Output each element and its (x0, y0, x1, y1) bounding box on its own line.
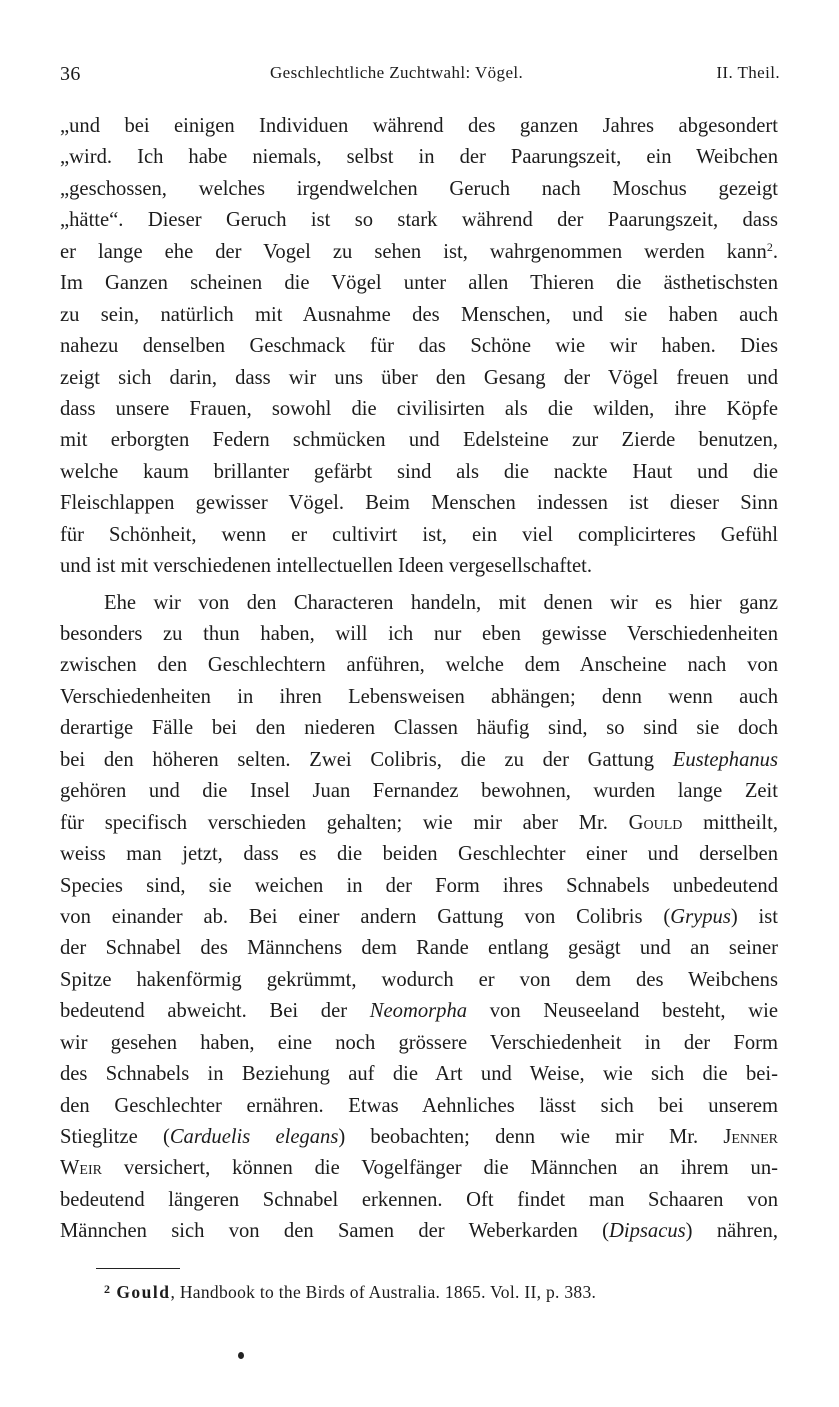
line-end-period: . (772, 240, 778, 263)
footnote-rule (96, 1268, 180, 1269)
person-name: Gould (628, 811, 683, 834)
text-line: besonders zu thun haben, will ich nur eben gewisse Verschiedenheiten (60, 623, 778, 645)
text-line: „wird. Ich habe niemals, selbst in der Paarungszeit, ein Weibchen (60, 146, 778, 169)
text-line: weiss man jetzt, dass es die beiden Geschlechter einer und derselben (60, 843, 778, 866)
text-line: und ist mit verschiedenen intellectuellen Ideen vergesellschaftet. (60, 555, 592, 578)
body-text (60, 111, 778, 1248)
part-label: II. Theil. (716, 63, 780, 82)
line-text: ) beobachten; denn wie mir Mr. (338, 1126, 699, 1148)
person-name: Weir (60, 1157, 102, 1180)
text-line (60, 1153, 778, 1184)
text-line: gehören und die Insel Juan Fernandez bewohnen, wurden lange Zeit (60, 780, 778, 803)
text-line: „und bei einigen Individuen während des ganzen Jahres abgesondert (60, 115, 778, 137)
text-line: wir gesehen haben, eine noch grössere Verschiedenheit in der Form (60, 1031, 778, 1054)
text-line: Verschiedenheiten in ihren Lebensweisen abhängen; denn wenn auch (60, 685, 778, 708)
text-line: zwischen den Geschlechtern anführen, welche dem Anscheine nach von (60, 654, 778, 677)
text-line: Spitze hakenförmig gekrümmt, wodurch er von dem des Weibchens (60, 968, 778, 991)
text-line (60, 237, 778, 268)
text-line: Fleischlappen gewisser Vögel. Beim Menschen indessen ist dieser Sinn (60, 492, 778, 515)
line-text: ) ist (730, 905, 778, 928)
text-line (60, 808, 778, 839)
text-line: Im Ganzen scheinen die Vögel unter allen Thieren die ästhetischsten (60, 272, 778, 295)
text-line (60, 996, 778, 1027)
line-text: versichert, können die Vogelfänger die Männchen an ihrem un- (123, 1157, 778, 1180)
text-line (60, 1216, 778, 1247)
text-line (60, 1122, 778, 1153)
text-line: den Geschlechter ernähren. Etwas Aehnliches lässt sich bei unserem (60, 1094, 778, 1117)
footnote-text: , Handbook to the Birds of Australia. 1865. Vol. II, p. 383. (170, 1282, 597, 1302)
line-text: bedeutend abweicht. Bei der (60, 1000, 348, 1023)
footnote-reference: 2 (766, 239, 773, 254)
line-text: er lange ehe der Vogel zu sehen ist, wahrgenommen werden kann (60, 240, 767, 263)
line-text: mittheilt, (703, 811, 778, 834)
text-line: derartige Fälle bei den niederen Classen häufig sind, so sind sie doch (60, 717, 778, 740)
footnote (104, 1282, 784, 1303)
text-line: zu sein, natürlich mit Ausnahme des Menschen, und sie haben auch (60, 303, 778, 326)
text-line: dass unsere Frauen, sowohl die civilisirten als die wilden, ihre Köpfe (60, 397, 778, 420)
footnote-number: 2 (104, 1282, 111, 1296)
text-line: Species sind, sie weichen in der Form ihres Schnabels unbedeutend (60, 874, 778, 897)
text-line: des Schnabels in Beziehung auf die Art und Weise, wie sich die bei- (60, 1063, 778, 1086)
text-line: zeigt sich darin, dass wir uns über den Gesang der Vögel freuen und (60, 366, 778, 389)
text-line: bedeutend längeren Schnabel erkennen. Oft findet man Schaaren von (60, 1188, 778, 1211)
line-text: Stieglitze ( (60, 1126, 170, 1148)
genus-name: Eustephanus (672, 748, 778, 771)
genus-name: Dipsacus (609, 1220, 686, 1243)
paragraph-1 (60, 111, 778, 583)
text-line: für Schönheit, wenn er cultivirt ist, ein viel complicirteres Gefühl (60, 523, 778, 546)
page-speck (238, 1352, 244, 1359)
person-name: Jenner (723, 1126, 778, 1148)
line-text: von einander ab. Bei einer andern Gattung von Colibris ( (60, 905, 671, 928)
line-text: für specifisch verschieden gehalten; wie mir aber Mr. (60, 811, 608, 834)
genus-name: Neomorpha (369, 1000, 468, 1023)
page-header (60, 63, 780, 89)
paragraph-2 (60, 588, 778, 1248)
page-number: 36 (60, 63, 81, 85)
text-line: welche kaum brillanter gefärbt sind als die nackte Haut und die (60, 460, 778, 483)
text-line: „geschossen, welches irgendwelchen Geruch nach Moschus gezeigt (60, 177, 778, 200)
line-text: von Neuseeland besteht, wie (489, 1000, 778, 1023)
text-line (60, 902, 778, 933)
text-line (60, 745, 778, 776)
text-line: nahezu denselben Geschmack für das Schöne wie wir haben. Dies (60, 335, 778, 358)
line-text: Männchen sich von den Samen der Weberkarden ( (60, 1220, 609, 1243)
line-text: bei den höheren selten. Zwei Colibris, die zu der Gattung (60, 748, 654, 771)
footnote-author: Gould (116, 1282, 171, 1302)
text-line: Ehe wir von den Characteren handeln, mit denen wir es hier ganz (104, 591, 778, 614)
species-name: Carduelis elegans (169, 1126, 339, 1148)
line-text: ) nähren, (685, 1220, 778, 1243)
text-line: mit erborgten Federn schmücken und Edelsteine zur Zierde benutzen, (60, 429, 778, 452)
running-title: Geschlechtliche Zuchtwahl: Vögel. (270, 63, 524, 82)
text-line: der Schnabel des Männchens dem Rande entlang gesägt und an seiner (60, 937, 778, 960)
text-line: „hätte“. Dieser Geruch ist so stark während der Paarungszeit, dass (60, 209, 778, 232)
genus-name: Grypus (670, 905, 731, 928)
